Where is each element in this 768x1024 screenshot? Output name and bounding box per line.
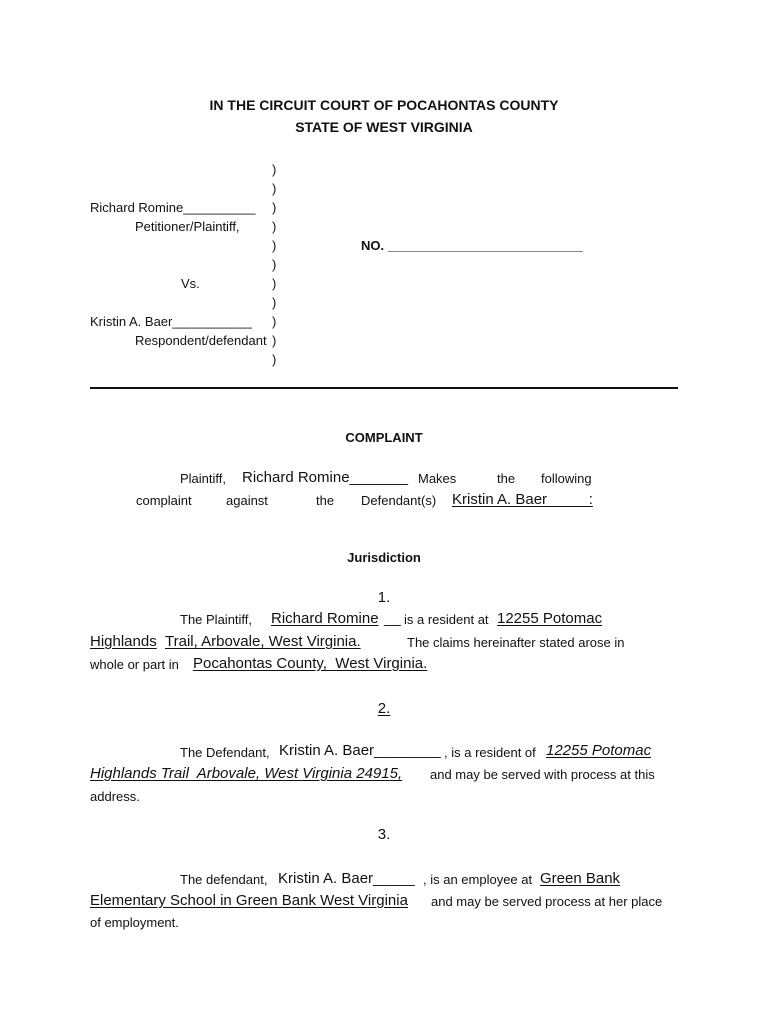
caption-plaintiff-name: Richard Romine__________ — [90, 200, 256, 215]
intro-plaintiff-name: Richard Romine_______ — [242, 469, 408, 486]
intro-the: the — [316, 493, 335, 508]
p1-text: whole or part in — [90, 657, 179, 672]
caption-paren: ) — [272, 276, 277, 291]
paragraph-number: 2. — [377, 700, 391, 717]
court-title: IN THE CIRCUIT COURT OF POCAHONTAS COUNTY — [209, 97, 559, 113]
caption-paren: ) — [272, 333, 277, 348]
complaint-title: COMPLAINT — [345, 430, 423, 445]
caption-defendant-name: Kristin A. Baer___________ — [90, 314, 252, 329]
caption-divider — [90, 387, 678, 389]
caption-paren: ) — [272, 162, 277, 177]
p1-address: Trail, Arbovale, West Virginia. — [165, 633, 361, 650]
p2-address: Highlands Trail Arbovale, West Virginia 24915, — [90, 765, 403, 782]
p3-employer: Elementary School in Green Bank West Virginia — [90, 892, 408, 909]
p2-text: and may be served with process at this — [430, 767, 655, 782]
caption-paren: ) — [272, 200, 277, 215]
intro-following: following — [541, 471, 592, 486]
p3-text: The defendant, — [180, 872, 268, 887]
caption-paren: ) — [272, 181, 277, 196]
caption-paren: ) — [272, 295, 277, 310]
caption-paren: ) — [272, 257, 277, 272]
intro-makes: Makes — [418, 471, 457, 486]
caption-paren: ) — [272, 314, 277, 329]
p2-address: 12255 Potomac — [546, 742, 652, 759]
p1-text: is a resident at — [404, 612, 489, 627]
p1-address: Highlands — [90, 633, 157, 650]
p3-defendant-name: Kristin A. Baer_____ — [278, 870, 415, 887]
caption-paren: ) — [272, 219, 277, 234]
caption-versus: Vs. — [181, 276, 200, 291]
caption-plaintiff-role: Petitioner/Plaintiff, — [135, 219, 240, 234]
caption-paren: ) — [272, 352, 277, 367]
p2-defendant-name: Kristin A. Baer________ — [279, 742, 441, 759]
intro-defendants-label: Defendant(s) — [361, 493, 437, 508]
intro-defendant-name: Kristin A. Baer : — [452, 491, 593, 508]
p2-text: , is a resident of — [444, 745, 536, 760]
intro-plaintiff-label: Plaintiff, — [180, 471, 227, 486]
p3-text: of employment. — [90, 915, 179, 930]
paragraph-number: 3. — [377, 826, 391, 843]
p3-text: and may be served process at her place — [431, 894, 663, 909]
jurisdiction-heading: Jurisdiction — [347, 550, 421, 565]
p1-county: Pocahontas County, West Virginia. — [193, 655, 428, 672]
caption-paren: ) — [272, 238, 277, 253]
intro-complaint: complaint — [136, 493, 192, 508]
intro-the: the — [497, 471, 516, 486]
p1-underline-fill: __ — [384, 610, 401, 627]
caption-defendant-role: Respondent/defendant — [135, 333, 267, 348]
p1-text: The claims hereinafter stated arose in — [407, 635, 625, 650]
p1-text: The Plaintiff, — [180, 612, 253, 627]
p1-plaintiff-name: Richard Romine — [271, 610, 379, 627]
p2-text: The Defendant, — [180, 745, 270, 760]
p3-text: , is an employee at — [423, 872, 533, 887]
state-title: STATE OF WEST VIRGINIA — [295, 119, 473, 135]
p1-address: 12255 Potomac — [497, 610, 603, 627]
p3-employer: Green Bank — [540, 870, 621, 887]
case-number-field: NO. ___________________________ — [361, 238, 583, 253]
p2-text: address. — [90, 789, 140, 804]
paragraph-number: 1. — [377, 589, 391, 606]
intro-against: against — [226, 493, 268, 508]
